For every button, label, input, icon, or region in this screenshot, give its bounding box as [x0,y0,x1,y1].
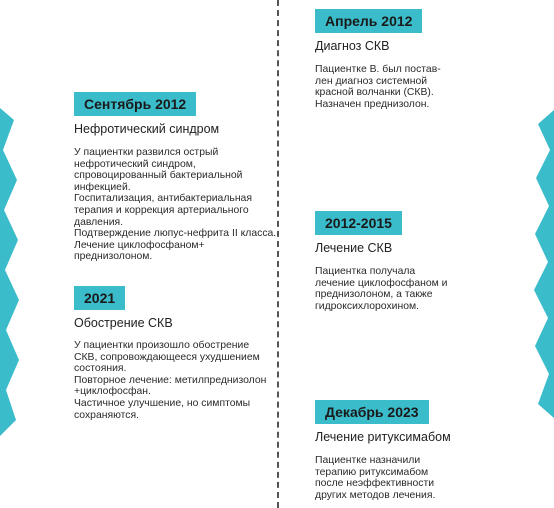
timeline-event-december-2023 [315,400,451,501]
event-date-badge: Сентябрь 2012 [74,92,196,116]
event-description-line: других методов лечения. [315,489,436,501]
event-description-line: состояния. [74,363,127,375]
event-description [315,455,451,501]
event-description [74,147,276,263]
timeline-event-2012-2015 [315,211,447,312]
event-description-line: Частичное улучшение, но симптомы [74,397,251,409]
event-description-line: инфекцией. [74,181,131,193]
timeline-event-2021 [74,286,266,421]
left-zigzag-band [0,0,22,508]
event-description-line: +циклофосфан. [74,386,151,398]
event-description [315,266,447,312]
event-description-line: сохраняются. [74,409,140,421]
event-title: Лечение СКВ [315,241,393,255]
event-description [74,340,266,421]
event-description-line: спровоцированный бактериальной [74,170,243,182]
event-description-line: Подтверждение люпус-нефрита II класса. [74,228,277,240]
right-zigzag-band [530,0,554,508]
event-description-line: после неэффективности [315,478,435,490]
event-title: Обострение СКВ [74,316,173,330]
event-description-line: лен диагноз системной [315,75,428,87]
event-description-line: Повторное лечение: метилпреднизолон [74,374,267,386]
event-title: Диагноз СКВ [315,39,390,53]
event-description-line: Госпитализация, антибактериальная [74,193,252,205]
event-description-line: У пациентки произошло обострение [74,340,250,351]
event-date-badge: Декабрь 2023 [315,400,429,424]
event-description-line: преднизолоном. [74,251,153,263]
event-title: Нефротический синдром [74,122,220,136]
timeline-event-april-2012 [315,9,441,110]
event-date-badge: 2012-2015 [315,211,402,235]
event-description-line: Назначен преднизолон. [315,98,430,110]
event-description-line: Лечение циклофосфаном+ [74,239,205,251]
event-description-line: преднизолоном, а также [315,289,433,301]
event-title: Лечение ритуксимабом [315,430,451,444]
event-description-line: гидроксихлорохином. [315,300,420,312]
event-description-line: красной волчанки (СКВ). [315,87,434,99]
event-description-line: нефротический синдром, [74,158,196,170]
event-description-line: СКВ, сопровождающееся ухудшением [74,351,260,363]
event-description-line: давления. [74,216,124,228]
timeline-event-september-2012 [74,92,276,263]
timeline-line [277,0,279,508]
event-date-badge: 2021 [74,286,125,310]
event-description-line: Пациентка получала [315,266,416,277]
event-description-line: лечение циклофосфаном и [315,277,448,289]
event-description-line: терапию ритуксимабом [315,466,429,478]
event-date-badge: Апрель 2012 [315,9,422,33]
event-description [315,64,441,110]
event-description-line: Пациентке В. был постав- [315,64,441,75]
event-description-line: У пациентки развился острый [74,147,219,158]
event-description-line: Пациентке назначили [315,455,421,466]
event-description-line: терапия и коррекция артериального [74,204,249,216]
